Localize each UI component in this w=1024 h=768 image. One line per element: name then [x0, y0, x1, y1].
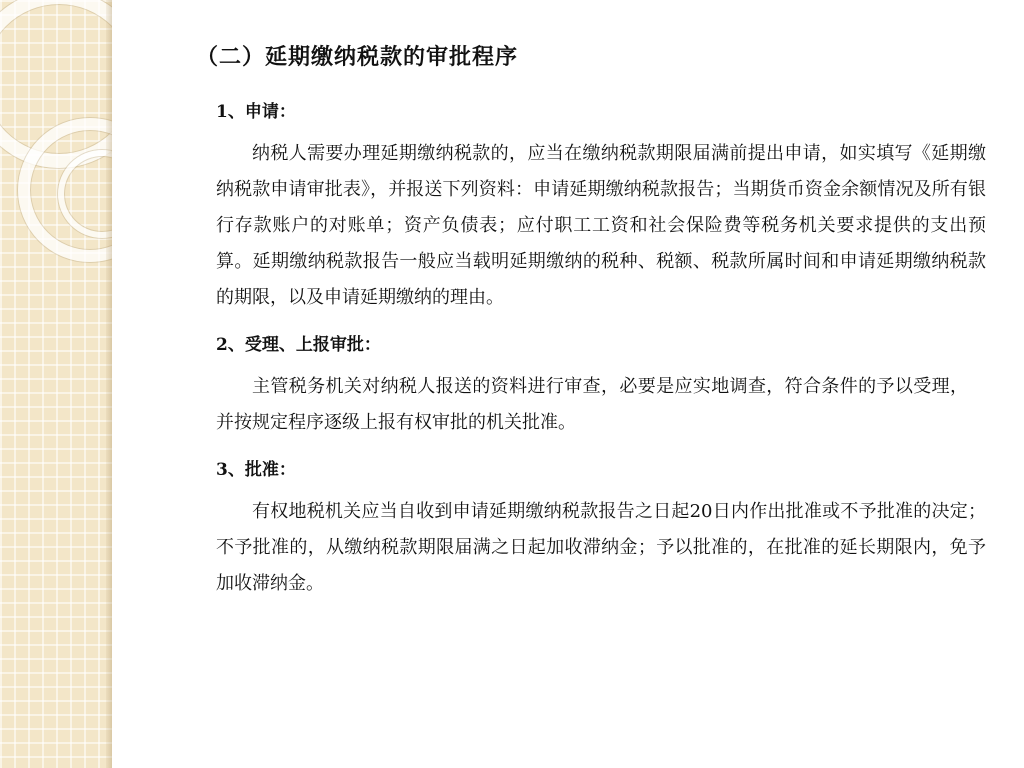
- section-heading-approval: 3、批准：: [216, 460, 296, 480]
- slide-title: （二）延期缴纳税款的审批程序: [196, 44, 519, 70]
- section-text-review: 主管税务机关对纳税人报送的资料进行审查，必要是应实地调查，符合条件的予以受理，并按规定程序逐级上报有权审批的机关批准。: [216, 376, 968, 433]
- decorative-sidebar: [0, 0, 112, 768]
- section-text-approval: 有权地税机关应当自收到申请延期缴纳税款报告之日起20日内作出批准或不予批准的决定；不予批准的，从缴纳税款期限届满之日起加收滞纳金；予以批准的，在批准的延长期限内，免予加收滞纳金。: [216, 501, 986, 594]
- section-heading-apply: 1、申请：: [216, 102, 296, 122]
- sidebar-edge-shadow: [106, 0, 112, 768]
- section-heading-review: 2、受理、上报审批：: [216, 335, 381, 355]
- slide-content: [196, 40, 996, 614]
- section-text-apply: 纳税人需要办理延期缴纳税款的，应当在缴纳税款期限届满前提出申请，如实填写《延期缴纳税款申请审批表》，并报送下列资料：申请延期缴纳税款报告；当期货币资金余额情况及所有银行存款账户的对账单；资产负债表；应付职工工资和社会保险费等税务机关要求提供的支出预算。延期缴纳税款报告一般应当载明延期缴纳的税种、税额、税款所属时间和申请延期缴纳税款的期限，以及申请延期缴纳的理由。: [216, 143, 986, 308]
